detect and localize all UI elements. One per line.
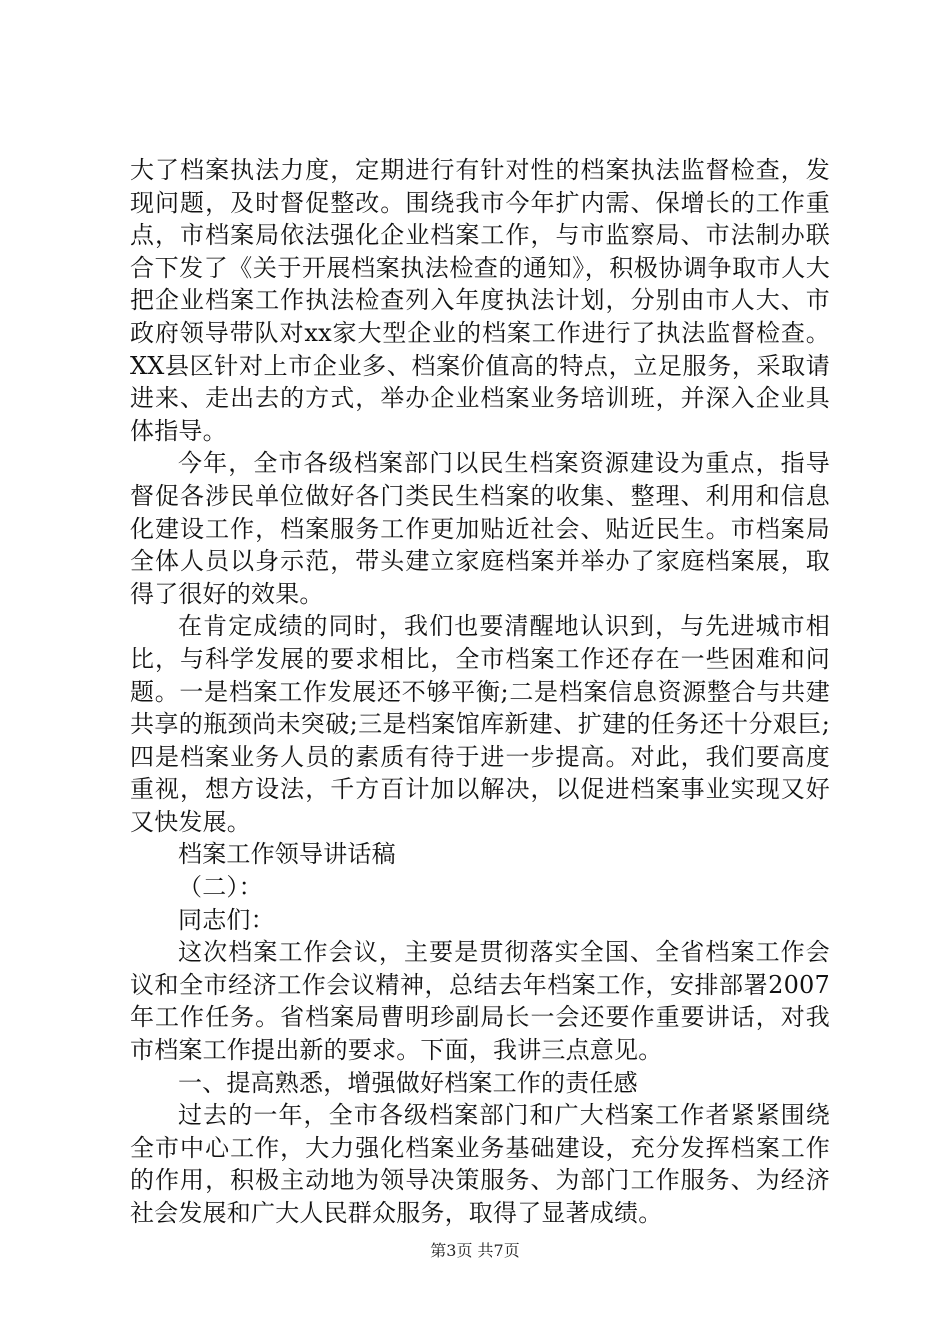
page-number-label: 第3页 共7页 bbox=[430, 1241, 520, 1260]
paragraph-3: 在肯定成绩的同时，我们也要清醒地认识到，与先进城市相比，与科学发展的要求相比，全市档案工作还存在一些困难和问题。一是档案工作发展还不够平衡;二是档案信息资源整合与共建共享的瓶颈尚未突破;三是档案馆库新建、扩建的任务还十分艰巨;四是档案业务人员的素质有待于进一步提高。对此，我们要高度重视，想方设法，千方百计加以解决，以促进档案事业实现又好又快发展。 bbox=[130, 612, 830, 836]
paragraph-1: 大了档案执法力度，定期进行有针对性的档案执法监督检查，发现问题，及时督促整改。围绕我市今年扩内需、保增长的工作重点，市档案局依法强化企业档案工作，与市监察局、市法制办联合下发了《关于开展档案执法检查的通知》，积极协调争取市人大把企业档案工作执法检查列入年度执法计划，分别由市人大、市政府领导带队对xx家大型企业的档案工作进行了执法监督检查。XX县区针对上市企业多、档案价值高的特点，立足服务，采取请进来、走出去的方式，举办企业档案业务培训班，并深入企业具体指导。 bbox=[130, 156, 830, 445]
paragraph-5: 过去的一年，全市各级档案部门和广大档案工作者紧紧围绕全市中心工作，大力强化档案业务基础建设，充分发挥档案工作的作用，积极主动地为领导决策服务、为部门工作服务、为经济社会发展和广大人民群众服务，取得了显著成绩。 bbox=[130, 1101, 830, 1227]
paragraph-2: 今年，全市各级档案部门以民生档案资源建设为重点，指导督促各涉民单位做好各门类民生档案的收集、整理、利用和信息化建设工作，档案服务工作更加贴近社会、贴近民生。市档案局全体人员以身示范，带头建立家庭档案并举办了家庭档案展，取得了很好的效果。 bbox=[130, 449, 830, 608]
section-heading-1: 一、提高熟悉，增强做好档案工作的责任感 bbox=[178, 1068, 638, 1097]
document-body bbox=[130, 154, 830, 1230]
speech-title: 档案工作领导讲话稿 bbox=[178, 840, 396, 869]
page-footer bbox=[0, 1240, 950, 1262]
salutation: 同志们： bbox=[178, 905, 275, 934]
paragraph-4: 这次档案工作会议，主要是贯彻落实全国、全省档案工作会议和全市经济工作会议精神，总结去年档案工作，安排部署2007年工作任务。省档案局曹明珍副局长一会还要作重要讲话，对我市档案工作提出新的要求。下面，我讲三点意见。 bbox=[130, 938, 830, 1065]
section-number: （二）： bbox=[178, 873, 263, 902]
